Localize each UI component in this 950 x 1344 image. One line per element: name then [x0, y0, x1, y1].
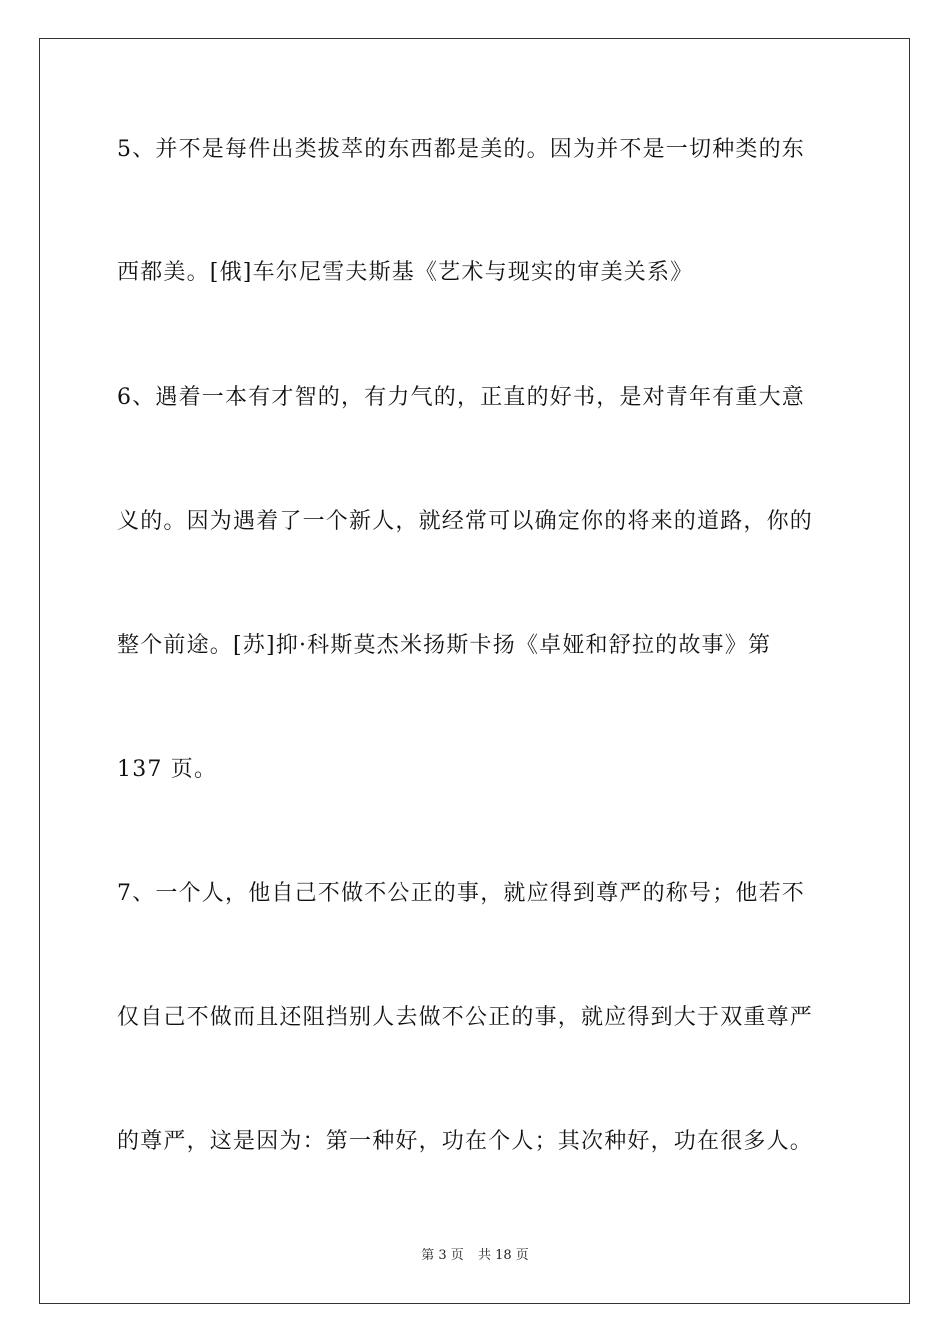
- text-line: 6、遇着一本有才智的，有力气的，正直的好书，是对青年有重大意: [117, 385, 805, 410]
- page-border: [39, 38, 910, 1304]
- text-line: 的尊严，这是因为：第一种好，功在个人；其次种好，功在很多人。: [117, 1129, 814, 1154]
- page-footer: [0, 1247, 950, 1265]
- page-total: 共 18 页: [477, 1248, 529, 1263]
- text-line: 义的。因为遇着了一个新人，就经常可以确定你的将来的道路，你的: [117, 509, 814, 534]
- text-line: 7、一个人，他自己不做不公正的事，就应得到尊严的称号；他若不: [117, 881, 805, 906]
- text-line: 仅自己不做而且还阻挡别人去做不公正的事，就应得到大于双重尊严: [117, 1005, 814, 1030]
- text-line: 整个前途。[苏]抑·科斯莫杰米扬斯卡扬《卓娅和舒拉的故事》第: [117, 633, 772, 658]
- text-line: 西都美。[俄]车尔尼雪夫斯基《艺术与现实的审美关系》: [117, 260, 694, 285]
- text-line: 5、并不是每件出类拔萃的东西都是美的。因为并不是一切种类的东: [117, 137, 805, 162]
- page-number: 第 3 页: [421, 1248, 464, 1263]
- text-line: 137 页。: [117, 757, 218, 782]
